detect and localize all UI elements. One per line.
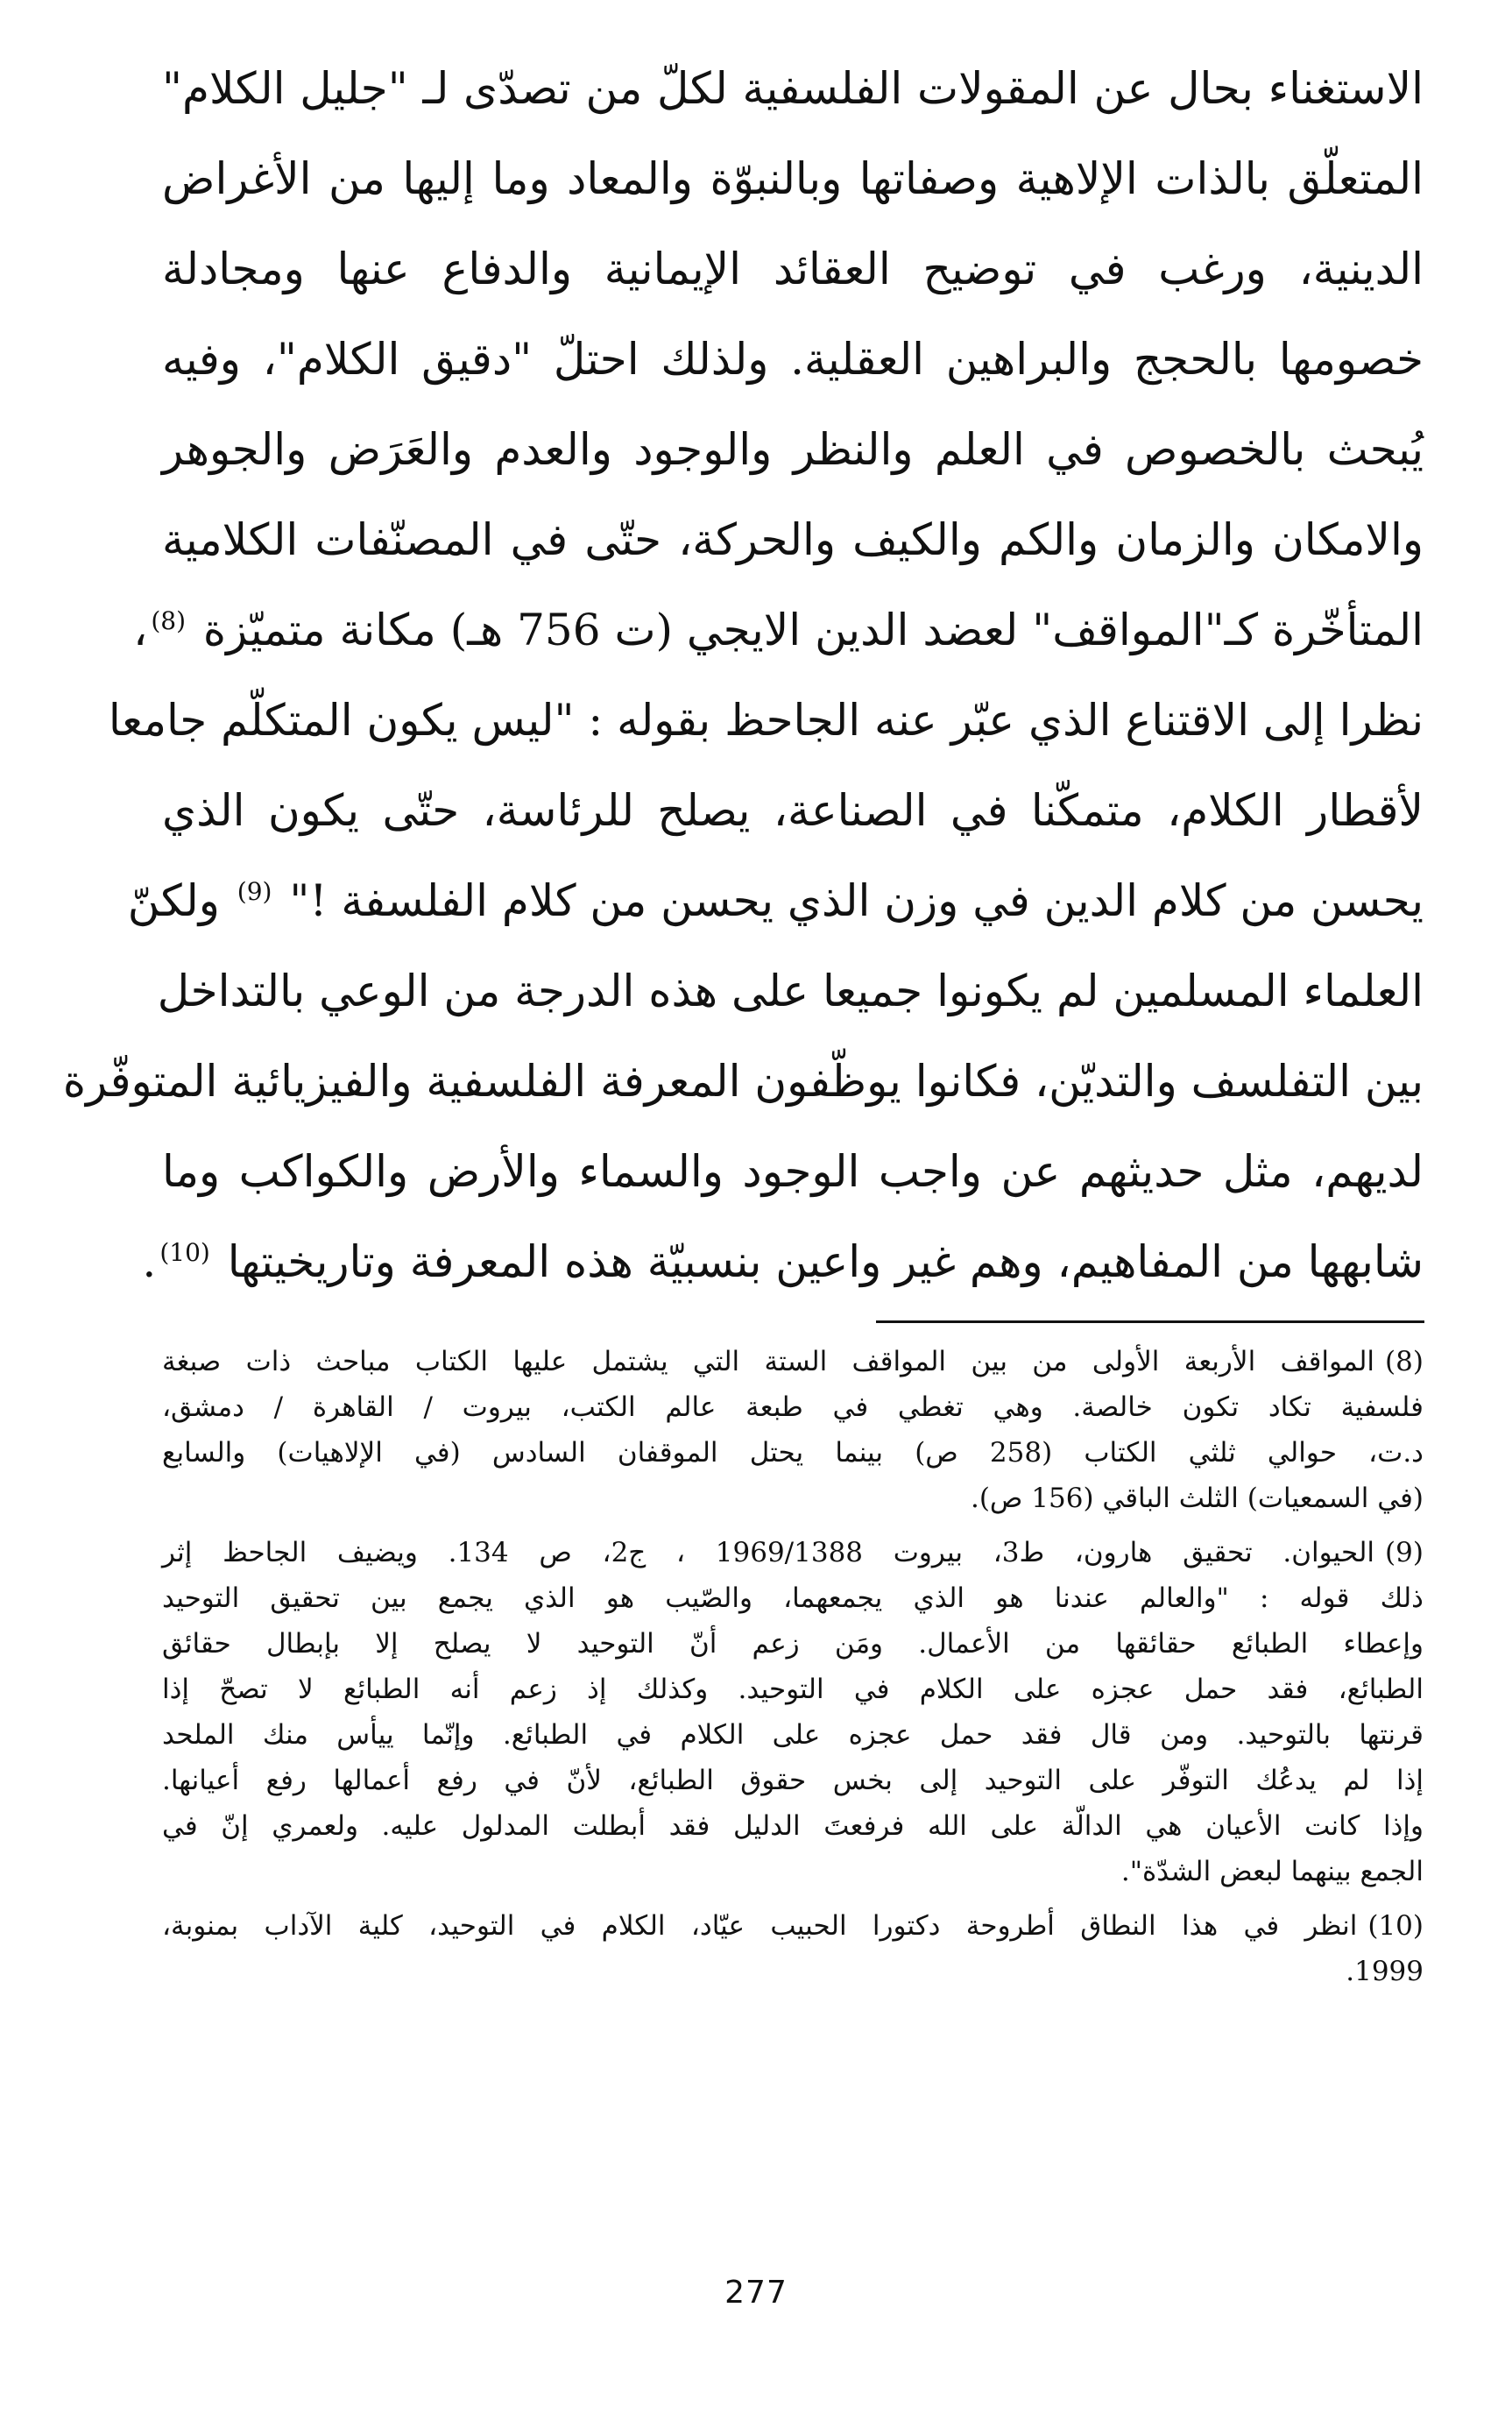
footnote-ref-10[interactable]: (10)	[159, 1238, 210, 1268]
text-line: بين التفلسف والتديّن، فكانوا يوظّفون المعرفة الفلسفية والفيزيائية المتوفّرة	[62, 1056, 1424, 1107]
footnote-ref-9[interactable]: (9)	[237, 877, 272, 907]
footnote-10	[162, 1903, 1424, 1994]
footnote-number: (10)	[1367, 1910, 1424, 1942]
footnote-line	[162, 1903, 1424, 1949]
footnote-line: 1999.	[1346, 1956, 1424, 1987]
text-line: خصومها بالحجج والبراهين العقلية. ولذلك احتلّ "دقيق الكلام"، وفيه	[162, 334, 1424, 385]
text-segment: ولكنّ	[127, 875, 220, 926]
page-number: 277	[724, 2275, 788, 2311]
footnote-line	[162, 1339, 1424, 1384]
footnote-line: الطبائع، فقد حمل عجزه على الكلام في التوحيد. وكذلك إذ زعم أنه الطبائع لا تصحّ إذا	[162, 1674, 1424, 1705]
text-line: لديهم، مثل حديثهم عن واجب الوجود والسماء والأرض والكواكب وما	[162, 1146, 1424, 1197]
text-line: المتعلّق بالذات الإلاهية وصفاتها وبالنبوّة والمعاد وما إليها من الأغراض	[162, 153, 1424, 204]
footnote-line: قرنتها بالتوحيد. ومن قال فقد حمل عجزه على الكلام في الطبائع. وإنّما ييأس منك الملحد	[162, 1719, 1424, 1751]
footnote-text: المواقف الأربعة الأولى من بين المواقف الستة التي يشتمل عليها الكتاب مباحث ذات صبغة	[162, 1346, 1375, 1377]
footnote-number: (8)	[1385, 1346, 1424, 1377]
footnote-line	[162, 1530, 1424, 1575]
text-line: يُبحث بالخصوص في العلم والنظر والوجود والعدم والعَرَض والجوهر	[162, 424, 1424, 475]
footnote-line: إذا لم يدعُك التوفّر على التوحيد إلى بخس حقوق الطبائع، لأنّ في رفع أعمالها رفع أعيانها.	[162, 1765, 1424, 1796]
footnote-line: ذلك قوله : "والعالم عندنا هو الذي يجمعهما، والصّيب هو الذي يجمع بين تحقيق التوحيد	[162, 1582, 1424, 1614]
text-line: والامكان والزمان والكم والكيف والحركة، حتّى في المصنّفات الكلامية	[162, 514, 1424, 565]
punctuation: ،	[133, 605, 148, 655]
text-line: الدينية، ورغب في توضيح العقائد الإيمانية والدفاع عنها ومجادلة	[162, 244, 1424, 294]
punctuation: .	[142, 1236, 157, 1287]
footnote-text: انظر في هذا النطاق أطروحة دكتورا الحبيب عيّاد، الكلام في التوحيد، كلية الآداب بمنوبة،	[162, 1910, 1358, 1942]
text-segment: يحسن من كلام الدين في وزن الذي يحسن من كلام الفلسفة !"	[289, 875, 1424, 926]
footnote-line: د.ت، حوالي ثلثي الكتاب (258 ص) بينما يحتل الموقفان السادس (في الإلاهيات) والسابع	[162, 1437, 1424, 1469]
footnote-9	[162, 1530, 1424, 1894]
footnotes	[162, 1339, 1424, 2003]
footnote-separator	[876, 1320, 1424, 1323]
text-line-with-ref	[133, 585, 1424, 676]
footnote-number: (9)	[1385, 1537, 1424, 1568]
footnote-ref-8[interactable]: (8)	[151, 606, 187, 636]
text-line: نظرا إلى الاقتناع الذي عبّر عنه الجاحظ بقوله : "ليس يكون المتكلّم جامعا	[108, 695, 1424, 746]
text-line: الاستغناء بحال عن المقولات الفلسفية لكلّ من تصدّى لـ "جليل الكلام"	[162, 63, 1424, 114]
text-line-with-ref	[142, 1217, 1424, 1307]
footnote-line: (في السمعيات) الثلث الباقي (156 ص).	[970, 1483, 1424, 1514]
text-segment: المتأخّرة كـ"المواقف" لعضد الدين الايجي (ت 756 هـ) مكانة متميّزة	[202, 605, 1424, 655]
main-text	[62, 44, 1424, 1307]
text-line: لأقطار الكلام، متمكّنا في الصناعة، يصلح للرئاسة، حتّى يكون الذي	[162, 785, 1424, 836]
footnote-line: وإعطاء الطبائع حقائقها من الأعمال. ومَن زعم أنّ التوحيد لا يصلح إلا بإبطال حقائق	[162, 1628, 1424, 1660]
footnote-line: وإذا كانت الأعيان هي الدالّة على الله فرفعتَ الدليل فقد أبطلت المدلول عليه. ولعمري إنّ في	[162, 1810, 1424, 1842]
footnote-8	[162, 1339, 1424, 1521]
text-line-with-ref	[127, 856, 1424, 946]
footnote-line: فلسفية تكاد تكون خالصة. وهي تغطي في طبعة عالم الكتب، بيروت / القاهرة / دمشق،	[162, 1391, 1424, 1423]
footnote-text: الحيوان. تحقيق هارون، ط3، بيروت 1969/1388 ، ج2، ص 134. ويضيف الجاحظ إثر	[162, 1537, 1375, 1568]
text-line: العلماء المسلمين لم يكونوا جميعا على هذه الدرجة من الوعي بالتداخل	[157, 966, 1424, 1016]
text-segment: شابهها من المفاهيم، وهم غير واعين بنسبيّة هذه المعرفة وتاريخيتها	[227, 1236, 1424, 1287]
footnote-line: الجمع بينهما لبعض الشدّة".	[1120, 1856, 1424, 1887]
